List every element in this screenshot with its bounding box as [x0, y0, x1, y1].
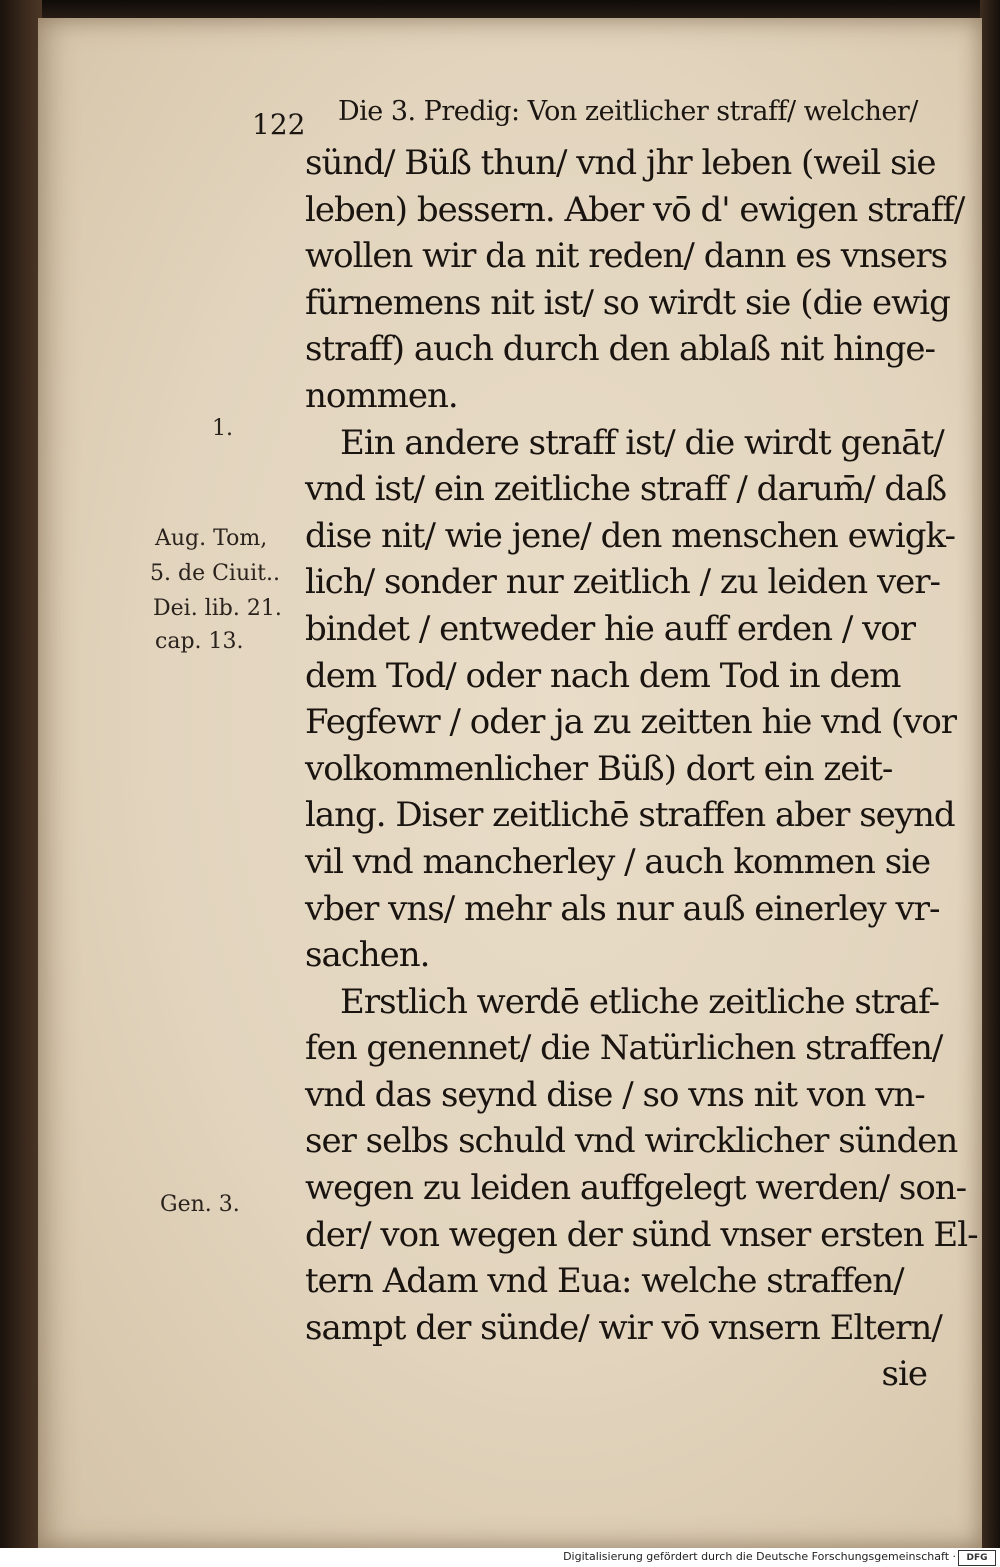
text-line: lang. Diser zeitlichē straffen aber seynd: [305, 795, 955, 836]
page-number: 122: [252, 108, 306, 141]
text-line: ser selbs schuld vnd wircklicher sünden: [305, 1121, 958, 1162]
text-line: sachen.: [305, 935, 430, 976]
text-line: Ein andere straff ist/ die wirdt genāt/: [340, 422, 944, 463]
text-line: Fegfewr / oder ja zu zeitten hie vnd (vor: [305, 702, 957, 743]
text-line: bindet / entweder hie auff erden / vor: [305, 608, 916, 649]
text-line: vber vns/ mehr als nur auß einerley vr-: [305, 888, 940, 929]
page-header: [252, 96, 918, 141]
text-line: wollen wir da nit reden/ dann es vnsers: [305, 236, 948, 277]
funding-credit: Digitalisierung gefördert durch die Deutsche Forschungsgemeinschaft ·: [563, 1550, 956, 1563]
margin-reference: Aug. Tom,: [155, 526, 268, 551]
margin-reference: Dei. lib. 21.: [153, 596, 282, 621]
book-spine-edge: [0, 0, 42, 1567]
text-line: dem Tod/ oder nach dem Tod in dem: [305, 655, 901, 696]
text-line: dise nit/ wie jene/ den menschen ewigk-: [305, 515, 955, 556]
margin-reference: 5. de Ciuit..: [150, 561, 280, 586]
margin-reference: cap. 13.: [155, 629, 244, 654]
text-line: Erstlich werdē etliche zeitliche straf-: [340, 981, 939, 1022]
running-title: Die 3. Predig: Von zeitlicher straff/ welcher/: [338, 96, 918, 127]
text-line: volkommenlicher Büß) dort ein zeit-: [305, 748, 893, 789]
text-line: der/ von wegen der sünd vnser ersten El-: [305, 1214, 978, 1255]
body-text: [305, 140, 978, 1398]
text-line: sünd/ Büß thun/ vnd jhr leben (weil sie: [305, 143, 936, 183]
text-line: sampt der sünde/ wir vō vnsern Eltern/: [305, 1307, 942, 1348]
text-line: straff) auch durch den ablaß nit hinge-: [305, 329, 936, 370]
text-line: fen genennet/ die Natürlichen straffen/: [305, 1028, 943, 1069]
catchword: sie: [881, 1354, 927, 1395]
text-line: wegen zu leiden auffgelegt werden/ son-: [305, 1168, 967, 1209]
margin-numeral: 1.: [212, 416, 233, 441]
text-line: leben) bessern. Aber vō d' ewigen straff/: [305, 189, 965, 230]
text-line: vil vnd mancherley / auch kommen sie: [305, 841, 931, 882]
text-line: lich/ sonder nur zeitlich / zu leiden ver-: [305, 562, 941, 603]
text-line: fürnemens nit ist/ so wirdt sie (die ewig: [305, 282, 950, 323]
margin-reference: Gen. 3.: [160, 1192, 240, 1217]
text-line: tern Adam vnd Eua: welche straffen/: [305, 1261, 904, 1302]
text-line: nommen.: [305, 375, 458, 416]
page-right-edge: [980, 0, 1000, 1567]
text-line: vnd ist/ ein zeitliche straff / darum̄/ daß: [305, 469, 947, 510]
text-line: vnd das seynd dise / so vns nit von vn-: [305, 1074, 925, 1115]
dfg-logo: DFG: [958, 1550, 996, 1566]
